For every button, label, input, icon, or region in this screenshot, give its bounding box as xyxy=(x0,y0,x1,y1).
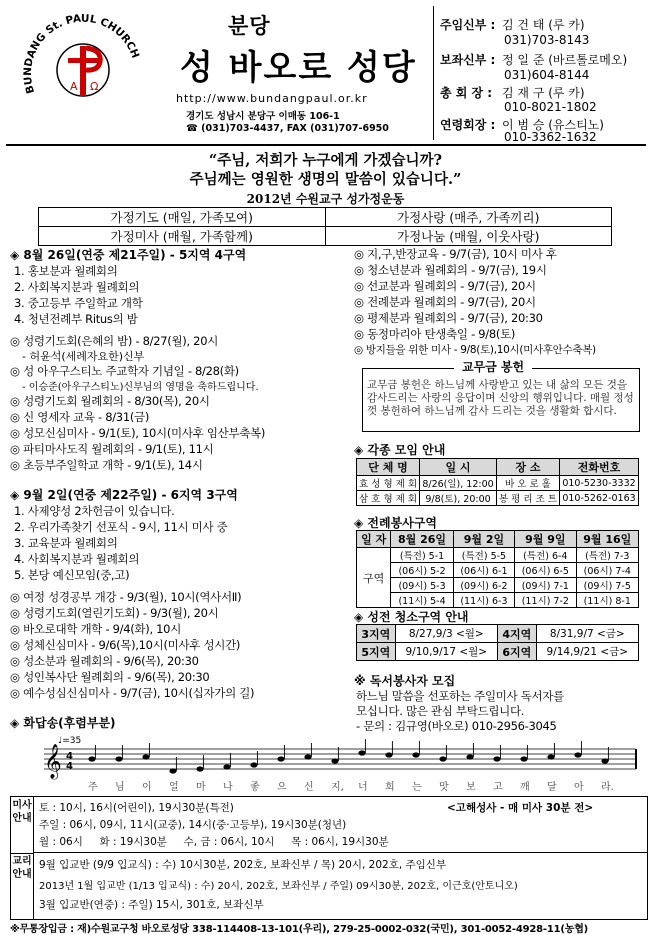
meetings-cell: 010-5262-0163 xyxy=(560,491,639,506)
lyric-syllable: 주 xyxy=(88,782,98,793)
week1-event: ◎ 성령기도회 월례회의 - 8/30(목), 20시 xyxy=(10,394,210,408)
cleaning-zone: 5지역 xyxy=(357,643,396,661)
altar-cell: (특전) 7-3 xyxy=(576,548,638,563)
class-line: 9월 입교반 (9/9 입교식) : 수) 10시30분, 202호, 보좌신부 / 목) 20시, 202호, 주임신부 xyxy=(39,859,447,871)
reader-line: 모십니다. 많은 관심 부탁드립니다. xyxy=(356,704,525,718)
altar-cell: (09시) 7-1 xyxy=(515,578,576,593)
logo-text: BUNDANG St. PAUL CHURCH xyxy=(21,12,142,95)
cleaning-dates: 9/10,9/17 <월> xyxy=(395,643,497,661)
family-cell: 가정나눔 (매월, 이웃사랑) xyxy=(325,227,612,246)
cleaning-zone: 3지역 xyxy=(357,625,396,643)
offering-body: 교무금 봉헌은 하느님께 사랑받고 있는 내 삶의 모든 것을 감사드리는 사랑의 응답이며 신앙의 행위입니다. 매월 정성껏 봉헌하여 하느님께 감사 드리는 것을 생활화 합시다. xyxy=(367,379,634,417)
cleaning-zone: 4지역 xyxy=(497,625,536,643)
meetings-table xyxy=(356,458,639,506)
right-event: ◎ 동정마리아 탄생축일 - 9/8(토) xyxy=(354,327,516,341)
note-head xyxy=(196,766,203,771)
offering-box xyxy=(362,368,640,432)
note-head xyxy=(547,754,554,759)
church-name: 성 바오로 성당 xyxy=(180,48,417,88)
week2-event: ◎ 예수성심신심미사 - 9/7(금), 10시(십자가의 길) xyxy=(10,686,255,700)
lyric-syllable: 맛 xyxy=(439,782,449,793)
week2-event: ◎ 바오로대학 개학 - 9/4(화), 10시 xyxy=(10,622,182,636)
altar-header: 일 자 xyxy=(357,531,391,548)
offering-title: 교무금 봉헌 xyxy=(454,358,532,375)
family-cell: 가정기도 (매일, 가족모여) xyxy=(39,208,326,227)
svg-text:A: A xyxy=(70,80,78,93)
lyric-syllable: 지, xyxy=(331,782,344,793)
week1-item: 2. 사회복지분과 월례회의 xyxy=(14,280,140,294)
mass-label: 미사안내 xyxy=(11,797,34,854)
meetings-header: 전화번호 xyxy=(560,459,639,476)
note-head xyxy=(466,754,473,759)
lyric-syllable: 너 xyxy=(358,782,368,793)
altar-cell: (11시) 6-3 xyxy=(453,593,514,608)
lyric-syllable: 마 xyxy=(196,782,206,793)
clergy-phone: 031)703-8143 xyxy=(504,33,590,47)
svg-text:4: 4 xyxy=(66,751,73,762)
meetings-header: 장 소 xyxy=(496,459,559,476)
note-head xyxy=(358,750,365,755)
note-head xyxy=(412,752,419,757)
week1-item: 1. 홍보분과 월례회의 xyxy=(14,264,118,278)
right-event: ◎ 방지들을 위한 미사 - 9/8(토),10시(미사후안수축복) xyxy=(354,344,596,356)
cleaning-title: ◈ 성전 청소구역 안내 xyxy=(354,610,469,624)
altar-cell: (06시) 5-2 xyxy=(391,563,453,578)
altar-row-label: 구역 xyxy=(357,548,391,608)
schedule-divider xyxy=(33,852,647,853)
cleaning-dates: 8/27,9/3 <월> xyxy=(395,625,497,643)
week2-item: 4. 사회복지분과 월례회의 xyxy=(14,552,140,566)
website-link[interactable]: http://www.bundangpaul.or.kr xyxy=(176,92,368,105)
clergy-panel xyxy=(433,6,648,144)
svg-text:4: 4 xyxy=(66,761,73,772)
note-head xyxy=(601,758,608,763)
meetings-cell: 효 성 형 제 회 xyxy=(357,476,420,491)
altar-cell: (09시) 5-3 xyxy=(391,578,453,593)
note-head xyxy=(493,756,500,761)
phone-fax: ☎ (031)703-4437, FAX (031)707-6950 xyxy=(186,123,389,134)
class-label: 교리안내 xyxy=(11,853,34,919)
note-head xyxy=(115,756,122,761)
family-cell: 가정미사 (매월, 가족함께) xyxy=(39,227,326,246)
hymn-title: ◈ 화답송(후렴부분) xyxy=(10,716,116,730)
clergy-row: 주임신부 : 김 건 태 (루 카) xyxy=(440,18,585,32)
clergy-row: 연령회장 : 이 범 승 (유스티노) xyxy=(440,118,604,132)
altar-header: 9월 16일 xyxy=(576,531,638,548)
mass-saturday: 토 : 10시, 16시(어린이), 19시30분(특전) xyxy=(39,802,234,814)
svg-text:Ω: Ω xyxy=(90,80,99,93)
note-head xyxy=(574,752,581,757)
meetings-cell: 삼 호 형 제 회 xyxy=(357,491,420,506)
mass-weekday: 월 : 06시 화 : 19시30분 수, 금 : 06시, 10시 목 : 06시, 19시30분 xyxy=(39,836,389,848)
hymn-score xyxy=(44,735,644,795)
week1-event: ◎ 성모신심미사 - 9/1(토), 10시(미사후 임산부축복) xyxy=(10,426,266,440)
altar-cell: (11시) 5-4 xyxy=(391,593,453,608)
note-head xyxy=(331,758,338,763)
note-head xyxy=(385,752,392,757)
reader-line: 하느님 말씀을 선포하는 주일미사 독서자를 xyxy=(356,689,564,703)
lyric-syllable: 는 xyxy=(412,782,422,793)
altar-header: 9월 2일 xyxy=(453,531,514,548)
meetings-cell: 바 오 로 홀 xyxy=(496,476,559,491)
note-head xyxy=(520,756,527,761)
lyric-syllable: 깨 xyxy=(520,782,530,793)
week1-event: ◎ 성령기도회(은혜의 밤) - 8/27(월), 20시 xyxy=(10,334,219,348)
confession-note: <고해성사 - 매 미사 30분 전> xyxy=(447,802,594,814)
movement-title: 2012년 수원교구 성가정운동 xyxy=(246,192,405,206)
cleaning-table xyxy=(356,624,639,661)
quote-line-2: 주님께는 영원한 생명의 말씀이 있습니다.” xyxy=(189,171,462,188)
note-head xyxy=(277,756,284,761)
altar-cell: (특전) 5-5 xyxy=(453,548,514,563)
week2-event: ◎ 여정 성경공부 개강 - 9/3(월), 10시(역사서Ⅱ) xyxy=(10,590,242,604)
clergy-row: 보좌신부 : 정 일 준 (바르톨로메오) xyxy=(440,53,628,67)
family-movement-table xyxy=(38,207,612,246)
cleaning-dates: 9/14,9/21 <금> xyxy=(536,643,638,661)
class-line: 2013년 1월 입교반 (1/13 입교식) : 수) 20시, 202호, 보좌신부 / 주일) 09시30분, 202호, 이근호(안토니오) xyxy=(39,881,518,892)
header-divider xyxy=(6,144,646,146)
week2-item: 3. 교육분과 월례회의 xyxy=(14,536,118,550)
church-logo xyxy=(14,8,149,126)
week2-title: ◈ 9월 2일(연중 제22주일) - 6지역 3구역 xyxy=(10,488,238,502)
lyric-syllable: 고 xyxy=(493,782,503,793)
meetings-header: 단 체 명 xyxy=(357,459,420,476)
quote-line-1: “주님, 저희가 누구에게 가겠습니까? xyxy=(208,152,443,169)
note-head xyxy=(169,768,176,773)
schedule-box xyxy=(10,796,648,920)
altar-cell: (09시) 7-5 xyxy=(576,578,638,593)
week2-item: 5. 본당 예신모임(중,고) xyxy=(14,568,130,582)
right-event: ◎ 청소년분과 월례회의 - 9/7(금), 19시 xyxy=(354,263,547,277)
church-name-top: 분당 xyxy=(228,14,271,38)
lyric-syllable: 나 xyxy=(223,782,233,793)
altar-cell: (06시) 6-5 xyxy=(515,563,576,578)
meetings-cell: 010-5230-3332 xyxy=(560,476,639,491)
clergy-row: 총 회 장 : 김 재 구 (루 카) xyxy=(440,86,585,100)
meetings-cell: 8/26(일), 12:00 xyxy=(420,476,497,491)
hymn-notes xyxy=(88,739,608,774)
lyric-syllable: 희 xyxy=(385,782,395,793)
altar-header: 8월 26일 xyxy=(391,531,453,548)
lyric-syllable: 님 xyxy=(115,782,125,793)
altar-title: ◈ 전례봉사구역 xyxy=(354,516,437,530)
note-head xyxy=(223,764,230,769)
week1-event-note: - 이승준(아우구스티노)신부님의 영명을 축하드립니다. xyxy=(22,382,259,393)
altar-cell: (06시) 6-1 xyxy=(453,563,514,578)
reader-title: ※ 독서봉사자 모집 xyxy=(354,674,456,688)
cleaning-dates: 8/31,9/7 <금> xyxy=(536,625,638,643)
note-head xyxy=(250,762,257,767)
address: 경기도 성남시 분당구 이매동 106-1 xyxy=(186,111,340,122)
altar-cell: (06시) 7-4 xyxy=(576,563,638,578)
note-head xyxy=(304,754,311,759)
lyric-syllable: 얼 xyxy=(169,782,179,793)
clergy-phone: 010-8021-1802 xyxy=(504,100,597,114)
week1-event: ◎ 신 영세자 교육 - 8/31(금) xyxy=(10,410,150,424)
week1-event: ◎ 초등부주일학교 개학 - 9/1(토), 14시 xyxy=(10,458,203,472)
week1-item: 3. 중고등부 주일학교 개학 xyxy=(14,296,143,310)
hymn-lyrics xyxy=(88,780,614,793)
lyric-syllable: 라. xyxy=(601,782,614,793)
right-event: ◎ 전례분과 월례회의 - 9/7(금), 20시 xyxy=(354,295,536,309)
meetings-title: ◈ 각종 모임 안내 xyxy=(354,443,446,457)
clergy-phone: 010-3362-1632 xyxy=(504,130,597,144)
mass-sunday: 주일 : 06시, 09시, 11시(교중), 14시(중·고등부), 19시30분(청년) xyxy=(39,819,347,831)
cleaning-zone: 6지역 xyxy=(497,643,536,661)
altar-header: 9월 9일 xyxy=(515,531,576,548)
week2-item: 1. 사제양성 2차헌금이 있습니다. xyxy=(14,504,175,518)
lyric-syllable: 이 xyxy=(142,782,152,793)
lyric-syllable: 보 xyxy=(466,782,476,793)
right-event: ◎ 지,구,반장교육 - 9/7(금), 10시 미사 후 xyxy=(354,247,557,261)
lyric-syllable: 달 xyxy=(547,782,557,793)
week1-item: 4. 청년전례부 Ritus의 밤 xyxy=(14,312,138,326)
week1-event-note: - 허윤석(세례자요한)신부 xyxy=(22,350,145,363)
altar-cell: (11시) 8-1 xyxy=(576,593,638,608)
hymn-tempo: ♩=35 xyxy=(58,736,82,746)
right-event: ◎ 평제분과 월례회의 - 9/7(금), 20:30 xyxy=(354,311,543,325)
week2-event: ◎ 성령기도회(열린기도회) - 9/3(월), 20시 xyxy=(10,606,219,620)
meetings-cell: 봉 평 리 조 트 xyxy=(496,491,559,506)
altar-cell: (09시) 6-2 xyxy=(453,578,514,593)
reader-contact: - 문의 : 김규영(바오로) 010-2956-3045 xyxy=(356,719,557,733)
lyric-syllable: 아 xyxy=(574,782,584,793)
week2-event: ◎ 성체신심미사 - 9/6(목),10시(미사후 성시간) xyxy=(10,638,241,652)
lyric-syllable: 신 xyxy=(304,782,314,793)
altar-cell: (11시) 7-2 xyxy=(515,593,576,608)
note-head xyxy=(439,756,446,761)
class-line: 3월 입교반(연중) : 주일) 15시, 301호, 보좌신부 xyxy=(39,899,264,911)
week1-event: ◎ 파티마사도직 월례회의 - 9/1(토), 11시 xyxy=(10,442,214,456)
meetings-header: 일 시 xyxy=(420,459,497,476)
note-head xyxy=(142,754,149,759)
altar-cell: (특전) 6-4 xyxy=(515,548,576,563)
week1-event: ◎ 성 아우구스티노 주교학자 기념일 - 8/28(화) xyxy=(10,364,239,378)
lyric-syllable: 으 xyxy=(277,782,287,793)
altar-table xyxy=(356,530,639,608)
week2-event: ◎ 성인복사단 월례회의 - 9/6(목), 20:30 xyxy=(10,670,210,684)
lyric-syllable: 좋 xyxy=(250,782,260,793)
week2-event: ◎ 성소분과 월례회의 - 9/6(목), 20:30 xyxy=(10,654,199,668)
note-head xyxy=(88,756,95,761)
donation-account: ※무통장입금 : 재)수원교구청 바오로성당 338-114408-13-101(우리), 279-25-0002-032(국민), 301-0052-4928-11(농협) xyxy=(10,924,589,935)
family-cell: 가정사랑 (매주, 가족끼리) xyxy=(325,208,612,227)
week2-item: 2. 우리가족찾기 선포식 - 9시, 11시 미사 중 xyxy=(14,520,228,534)
week1-title: ◈ 8월 26일(연중 제21주일) - 5지역 4구역 xyxy=(10,248,247,262)
meetings-cell: 9/8(토), 20:00 xyxy=(420,491,497,506)
right-event: ◎ 선교분과 월례회의 - 9/7(금), 20시 xyxy=(354,279,536,293)
treble-clef-icon: 𝄞 xyxy=(44,744,62,779)
altar-cell: (특전) 5-1 xyxy=(391,548,453,563)
clergy-phone: 031)604-8144 xyxy=(504,68,590,82)
